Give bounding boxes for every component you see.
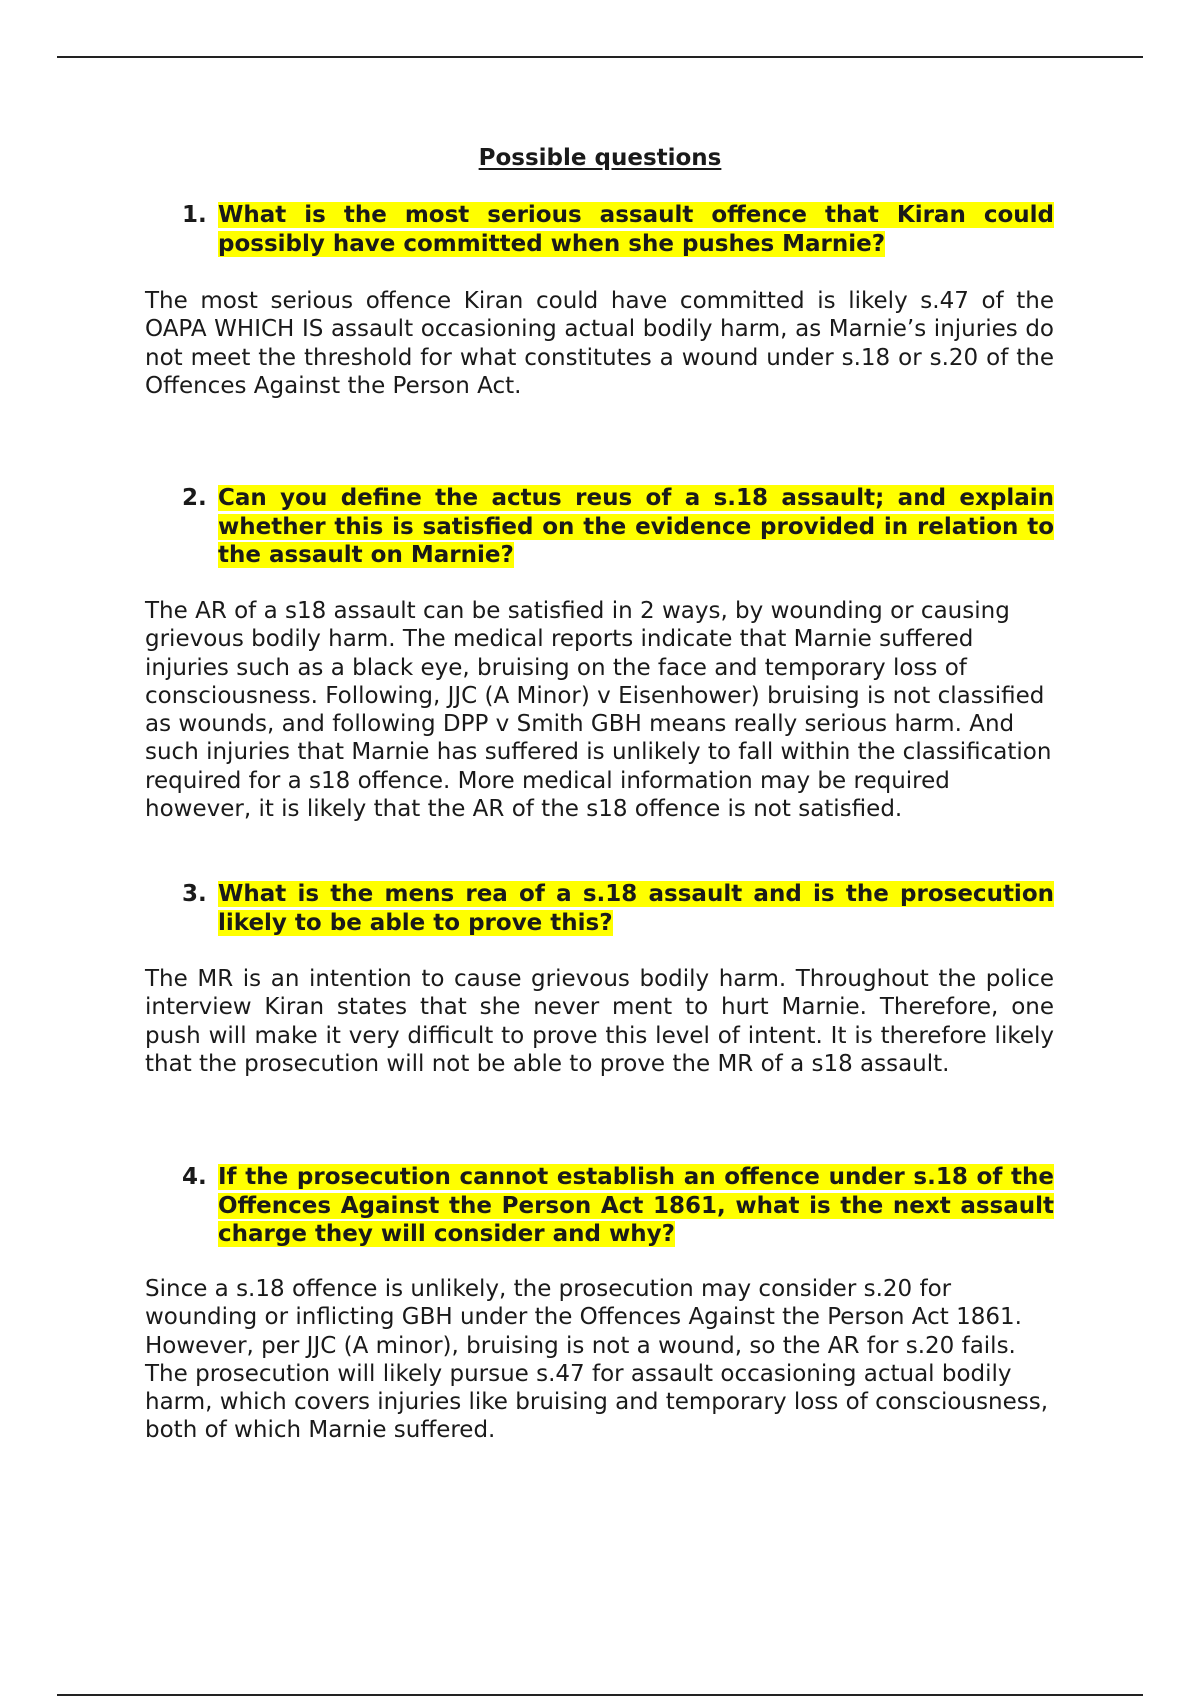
question-text: If the prosecution cannot establish an offence under s.18 of the Offences Against the Person Act 1861, what is the next assault charge they will consider and why? (218, 1164, 1054, 1247)
answer-2: The AR of a s18 assault can be satisfied in 2 ways, by wounding or causing grievous bodily harm. The medical reports indicate that Marnie suffered injuries such as a black eye, bruising on the face and temporary loss of consciousness. Following, JJC (A Minor) v Eisenhower) bruising is not classified as wounds, and following DPP v Smith GBH means really serious harm. And such injuries that Marnie has suffered is unlikely to fall within the classification required for a s18 offence. More medical information may be required however, it is likely that the AR of the s18 offence is not satisfied. (145, 598, 1052, 823)
question-2 (182, 484, 1054, 570)
answer-1: The most serious offence Kiran could have committed is likely s.47 of the OAPA WHICH IS assault occasioning actual bodily harm, as Marnie’s injuries do not meet the threshold for what constitutes a wound under s.18 or s.20 of the Offences Against the Person Act. (145, 288, 1054, 399)
question-4 (182, 1163, 1054, 1249)
question-3 (182, 880, 1054, 937)
header-rule (57, 56, 1143, 58)
question-1 (182, 201, 1054, 258)
question-text: What is the most serious assault offence that Kiran could possibly have committed when she pushes Marnie? (218, 202, 1054, 257)
question-text: Can you define the actus reus of a s.18 assault; and explain whether this is satisfied on the evidence provided in relation to the assault on Marnie? (218, 485, 1054, 568)
answer-3: The MR is an intention to cause grievous bodily harm. Throughout the police interview Kiran states that she never ment to hurt Marnie. Therefore, one push will make it very difficult to prove this level of intent. It is therefore likely that the prosecution will not be able to prove the MR of a s18 assault. (145, 966, 1054, 1077)
question-text: What is the mens rea of a s.18 assault and is the prosecution likely to be able to prove this? (218, 881, 1054, 936)
question-number: 2. (182, 485, 207, 511)
question-number: 3. (182, 881, 207, 907)
question-number: 1. (182, 202, 207, 228)
footer-rule (57, 1694, 1143, 1696)
question-number: 4. (182, 1164, 207, 1190)
page-title: Possible questions (478, 145, 722, 171)
answer-4: Since a s.18 offence is unlikely, the prosecution may consider s.20 for wounding or inflicting GBH under the Offences Against the Person Act 1861. However, per JJC (A minor), bruising is not a wound, so the AR for s.20 fails. The prosecution will likely pursue s.47 for assault occasioning actual bodily harm, which covers injuries like bruising and temporary loss of consciousness, both of which Marnie suffered. (145, 1276, 1049, 1444)
